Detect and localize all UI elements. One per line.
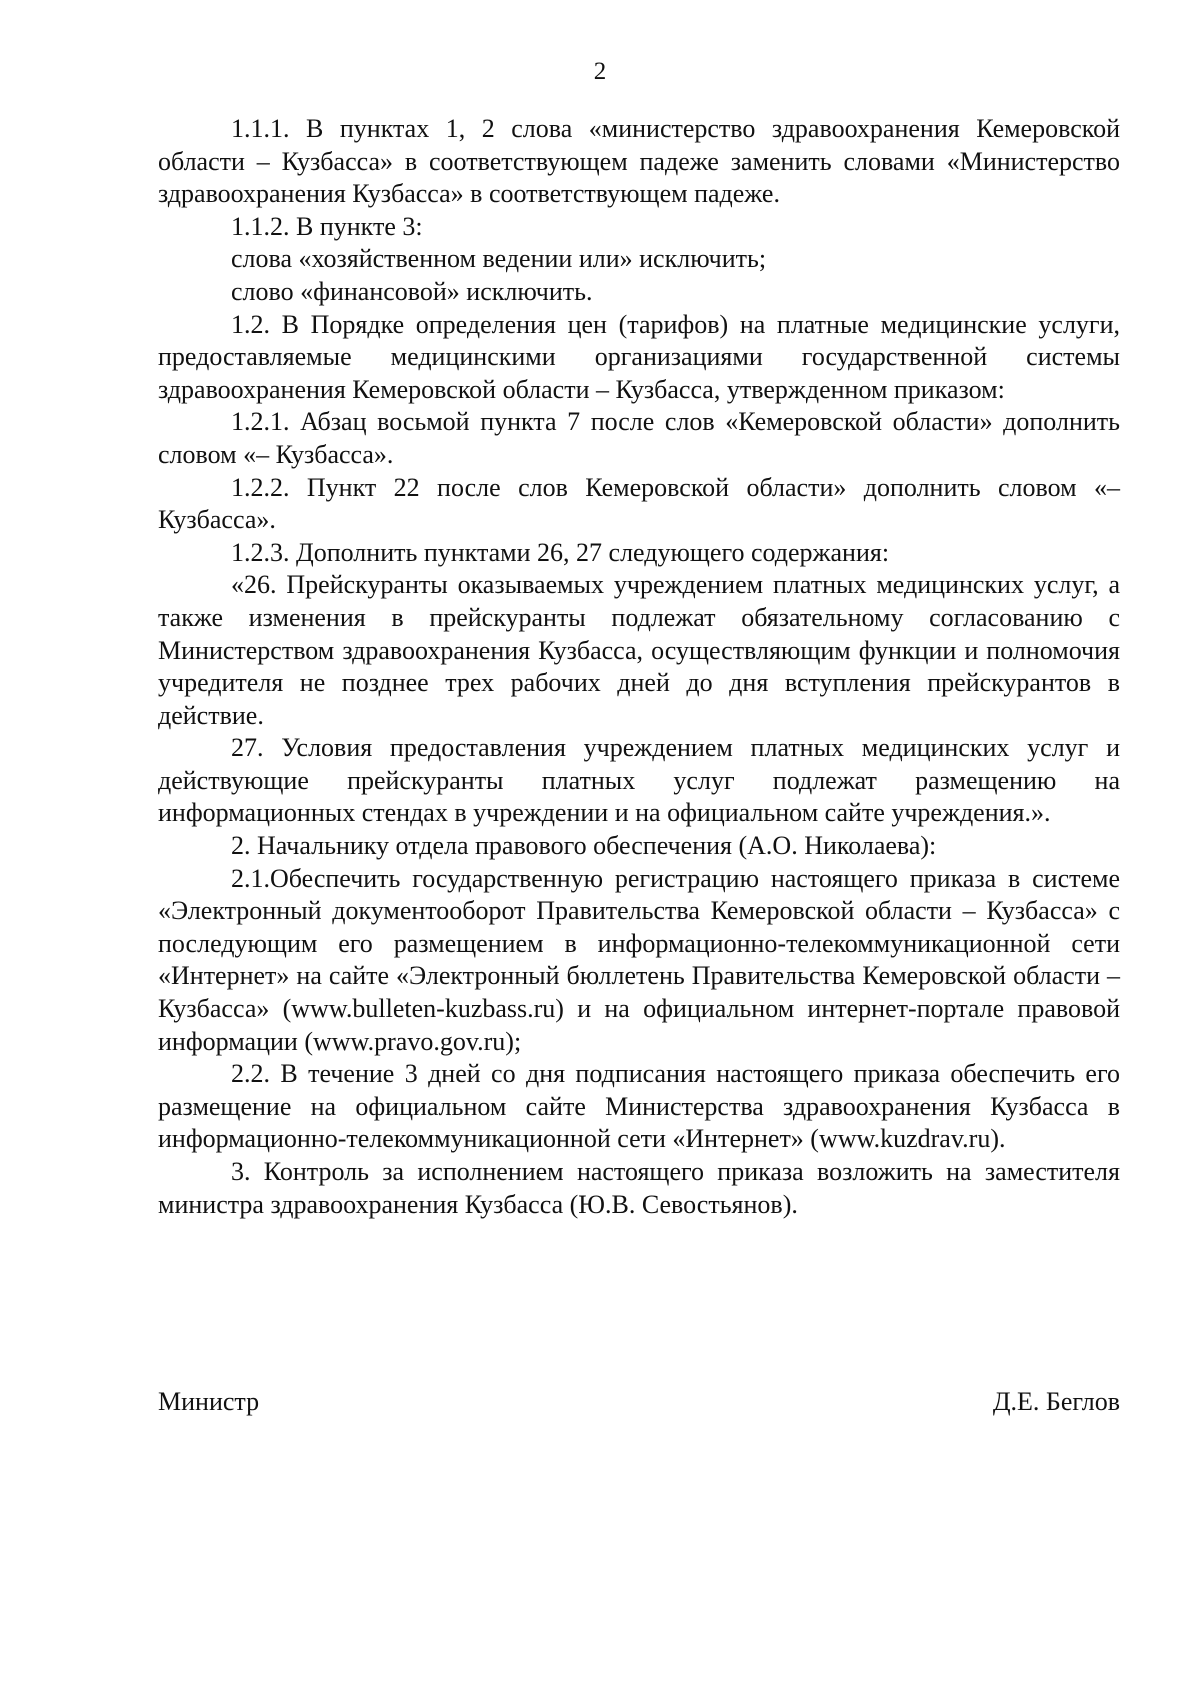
paragraph-1-2: 1.2. В Порядке определения цен (тарифов) на платные медицинские услуги, предоставляемые медицинскими организациями государственной системы здравоохранения Кемеровской области – Кузбасса, утвержденном приказом: [158, 309, 1120, 404]
paragraph-1-1-2-item-2: слово «финансовой» исключить. [231, 276, 593, 306]
paragraph-item-27: 27. Условия предоставления учреждением платных медицинских услуг и действующие прейскуранты платных услуг подлежат размещению на информационных стендах в учреждении и на официальном сайте учреждения.». [158, 733, 1120, 828]
paragraph-item-26: «26. Прейскуранты оказываемых учреждением платных медицинских услуг, а также изменения в прейскуранты подлежат обязательному согласованию с Министерством здравоохранения Кузбасса, осуществляющим функции и полномочия учредителя не позднее трех рабочих дней до дня вступления прейскурантов в действие. [158, 570, 1120, 730]
paragraph-3: 3. Контроль за исполнением настоящего приказа возложить на заместителя министра здравоохранения Кузбасса (Ю.В. Севостьянов). [158, 1157, 1120, 1219]
paragraph-1-1-2: 1.1.2. В пункте 3: [231, 211, 423, 241]
paragraph-1-2-2: 1.2.2. Пункт 22 после слов Кемеровской области» дополнить словом «– Кузбасса». [158, 472, 1120, 535]
paragraph-2-1: 2.1.Обеспечить государственную регистрацию настоящего приказа в системе «Электронный документооборот Правительства Кемеровской области – Кузбасса» с последующим его размещением в информационно-телекоммуникационной сети «Интернет» на сайте «Электронный бюллетень Правительства Кемеровской области – Кузбасса» (www.bulleten-kuzbass.ru) и на официальном интернет-портале правовой информации (www.pravo.gov.ru); [158, 863, 1120, 1056]
paragraph-1-1-1: 1.1.1. В пунктах 1, 2 слова «министерство здравоохранения Кемеровской области – Кузбасса» в соответствующем падеже заменить словами «Министерство здравоохранения Кузбасса» в соответствующем падеже. [158, 114, 1120, 209]
paragraph-1-1-2-item-1: слова «хозяйственном ведении или» исключить; [231, 244, 767, 274]
page-number: 2 [593, 58, 607, 85]
paragraph-1-2-1: 1.2.1. Абзац восьмой пункта 7 после слов «Кемеровской области» дополнить словом «– Кузбасса». [158, 407, 1120, 469]
signature-block [158, 1385, 1120, 1419]
paragraph-1-2-3: 1.2.3. Дополнить пунктами 26, 27 следующего содержания: [231, 537, 890, 567]
paragraph-2-2: 2.2. В течение 3 дней со дня подписания настоящего приказа обеспечить его размещение на официальном сайте Министерства здравоохранения Кузбасса в информационно-телекоммуникационной сети «Интернет» (www.kuzdrav.ru). [158, 1059, 1120, 1154]
signatory-name: Д.Е. Беглов [992, 1387, 1120, 1416]
document-body [158, 113, 1120, 1221]
signatory-title: Министр [158, 1387, 260, 1416]
paragraph-2: 2. Начальнику отдела правового обеспечения (А.О. Николаева): [231, 831, 937, 861]
